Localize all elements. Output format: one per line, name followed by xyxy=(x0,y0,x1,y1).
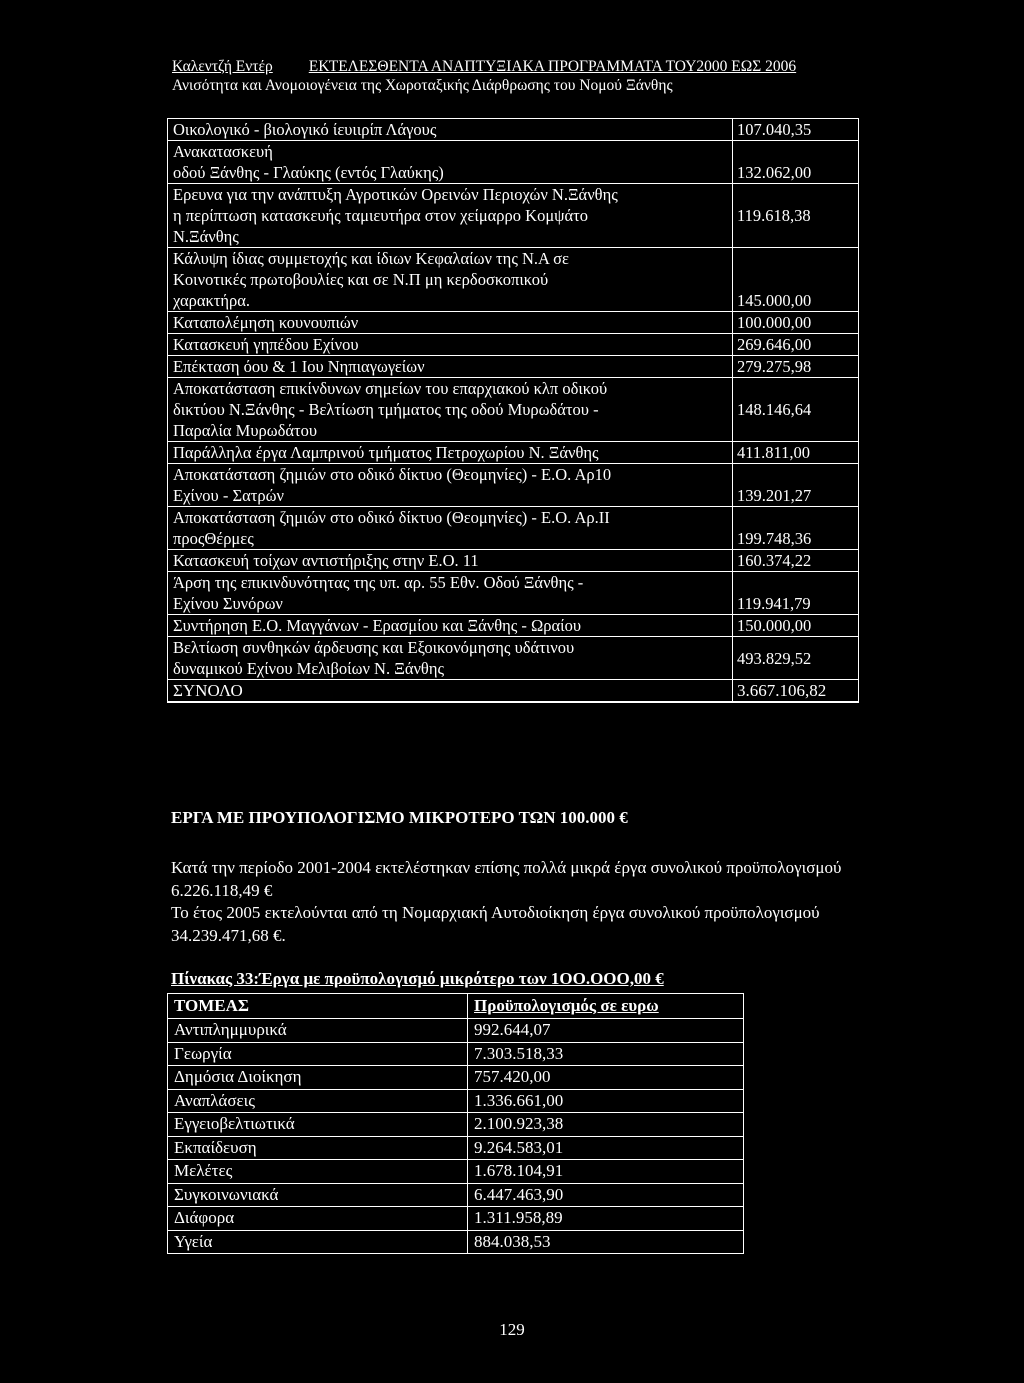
sector-budget: 9.264.583,01 xyxy=(468,1136,744,1160)
project-budget: 119.941,79 xyxy=(733,572,859,615)
table-row xyxy=(168,1136,744,1160)
table-row xyxy=(168,119,859,141)
sector-name: Διάφορα xyxy=(168,1207,468,1231)
project-name: Βελτίωση συνθηκών άρδευσης και Εξοικονόμησης υδάτινου δυναμικού Εχίνου Μελιβοίων Ν. Ξάνθης xyxy=(168,637,733,680)
table-header-row xyxy=(168,994,744,1019)
table-row xyxy=(168,1019,744,1043)
sector-budget: 7.303.518,33 xyxy=(468,1042,744,1066)
table-row xyxy=(168,184,859,248)
table-row xyxy=(168,356,859,378)
sector-name: Εκπαίδευση xyxy=(168,1136,468,1160)
table-row xyxy=(168,248,859,312)
project-budget: 107.040,35 xyxy=(733,119,859,141)
sector-name: Αναπλάσεις xyxy=(168,1089,468,1113)
project-budget: 269.646,00 xyxy=(733,334,859,356)
page-number: 129 xyxy=(499,1320,525,1339)
project-budget: 145.000,00 xyxy=(733,248,859,312)
table-row xyxy=(168,550,859,572)
project-name: Κάλυψη ίδιας συμμετοχής και ίδιων Κεφαλαίων της Ν.Α σε Κοινοτικές πρωτοβουλίες και σε Ν.Π μη κερδοσκοπικού χαρακτήρα. xyxy=(168,248,733,312)
sector-name: Εγγειοβελτιωτικά xyxy=(168,1113,468,1137)
sector-name: Συγκοινωνιακά xyxy=(168,1183,468,1207)
project-name: Αποκατάσταση ζημιών στο οδικό δίκτυο (Θεομηνίες) - Ε.Ο. Αρ.ΙΙ προςΘέρμες xyxy=(168,507,733,550)
sector-name: Αντιπλημμυρικά xyxy=(168,1019,468,1043)
table-row xyxy=(168,1207,744,1231)
table-row xyxy=(168,464,859,507)
table-row xyxy=(168,1113,744,1137)
project-name: Παράλληλα έργα Λαμπρινού τμήματος Πετροχωρίου Ν. Ξάνθης xyxy=(168,442,733,464)
total-label: ΣΥΝΟΛΟ xyxy=(168,680,733,703)
running-header-line2: Ανισότητα και Ανομοιογένεια της Χωροταξικής Διάρθρωσης του Νομού Ξάνθης xyxy=(172,77,673,94)
total-value: 3.667.106,82 xyxy=(733,680,859,703)
table-row xyxy=(168,637,859,680)
project-budget: 139.201,27 xyxy=(733,464,859,507)
project-budget: 119.618,38 xyxy=(733,184,859,248)
project-budget: 132.062,00 xyxy=(733,141,859,184)
sector-budget-table xyxy=(167,993,744,1254)
running-header-line1 xyxy=(172,57,796,76)
project-name: Κατασκευή γηπέδου Εχίνου xyxy=(168,334,733,356)
table-row xyxy=(168,378,859,442)
header-author: Καλεντζή Εντέρ xyxy=(172,58,273,75)
table-row xyxy=(168,442,859,464)
sector-budget: 1.678.104,91 xyxy=(468,1160,744,1184)
table-row xyxy=(168,615,859,637)
project-name: Αποκατάσταση ζημιών στο οδικό δίκτυο (Θεομηνίες) - Ε.Ο. Αρ10 Εχίνου - Σατρών xyxy=(168,464,733,507)
table-row xyxy=(168,1230,744,1254)
project-name: Αποκατάσταση επικίνδυνων σημείων του επαρχιακού κλπ οδικού δικτύου Ν.Ξάνθης - Βελτίωση τμήματος της οδού Μυρωδάτου - Παραλία Μυρωδάτου xyxy=(168,378,733,442)
project-budget: 150.000,00 xyxy=(733,615,859,637)
project-budget: 160.374,22 xyxy=(733,550,859,572)
project-budget: 100.000,00 xyxy=(733,312,859,334)
table-row xyxy=(168,1089,744,1113)
projects-table xyxy=(167,118,859,703)
project-name: Κατασκευή τοίχων αντιστήριξης στην Ε.Ο. 11 xyxy=(168,550,733,572)
sector-budget: 757.420,00 xyxy=(468,1066,744,1090)
section-heading: ΕΡΓΑ ΜΕ ΠΡΟΥΠΟΛΟΓΙΣΜΟ ΜΙΚΡΟΤΕΡΟ ΤΩΝ 100.000 € xyxy=(171,808,628,827)
sector-budget: 884.038,53 xyxy=(468,1230,744,1254)
table-row xyxy=(168,507,859,550)
table-row xyxy=(168,141,859,184)
sector-name: Υγεία xyxy=(168,1230,468,1254)
table-caption: Πίνακας 33:Έργα με προϋπολογισμό μικρότερο των 1ΟΟ.ΟΟΟ,00 € xyxy=(171,969,664,988)
summary-paragraphs xyxy=(171,857,871,947)
project-name: Ανακατασκευή οδού Ξάνθης - Γλαύκης (εντός Γλαύκης) xyxy=(168,141,733,184)
project-budget: 493.829,52 xyxy=(733,637,859,680)
project-name: Άρση της επικινδυνότητας της υπ. αρ. 55 Εθν. Οδού Ξάνθης - Εχίνου Συνόρων xyxy=(168,572,733,615)
table-row xyxy=(168,312,859,334)
paragraph-2005: Το έτος 2005 εκτελούνται από τη Νομαρχιακή Αυτοδιοίκηση έργα συνολικού προϋπολογισμού 34.239.471,68 €. xyxy=(171,903,820,945)
header-sector: ΤΟΜΕΑΣ xyxy=(168,994,468,1019)
sector-budget: 6.447.463,90 xyxy=(468,1183,744,1207)
project-budget: 279.275,98 xyxy=(733,356,859,378)
sector-budget: 1.311.958,89 xyxy=(468,1207,744,1231)
table-row xyxy=(168,1066,744,1090)
sector-budget: 1.336.661,00 xyxy=(468,1089,744,1113)
sector-name: Μελέτες xyxy=(168,1160,468,1184)
table-row xyxy=(168,1160,744,1184)
paragraph-2001-2004: Κατά την περίοδο 2001-2004 εκτελέστηκαν επίσης πολλά μικρά έργα συνολικού προϋπολογισμού 6.226.118,49 € xyxy=(171,858,842,900)
project-budget: 148.146,64 xyxy=(733,378,859,442)
sector-name: Δημόσια Διοίκηση xyxy=(168,1066,468,1090)
sector-name: Γεωργία xyxy=(168,1042,468,1066)
project-name: Επέκταση όου & 1 Ιου Νηπιαγωγείων xyxy=(168,356,733,378)
table-row xyxy=(168,1042,744,1066)
total-row xyxy=(168,680,859,703)
table-row xyxy=(168,334,859,356)
sector-budget: 992.644,07 xyxy=(468,1019,744,1043)
table-row xyxy=(168,572,859,615)
project-name: Καταπολέμηση κουνουπιών xyxy=(168,312,733,334)
project-name: Συντήρηση Ε.Ο. Μαγγάνων - Ερασμίου και Ξάνθης - Ωραίου xyxy=(168,615,733,637)
project-name: Ερευνα για την ανάπτυξη Αγροτικών Ορεινών Περιοχών Ν.Ξάνθης η περίπτωση κατασκευής ταμιευτήρα στον χείμαρρο Κομψάτο Ν.Ξάνθης xyxy=(168,184,733,248)
project-budget: 411.811,00 xyxy=(733,442,859,464)
header-budget: Προϋπολογισμός σε ευρω xyxy=(468,994,744,1019)
table-row xyxy=(168,1183,744,1207)
sector-budget: 2.100.923,38 xyxy=(468,1113,744,1137)
project-budget: 199.748,36 xyxy=(733,507,859,550)
project-name: Οικολογικό - βιολογικό ίευιιρίπ Λάγους xyxy=(168,119,733,141)
header-title: ΕΚΤΕΛΕΣΘΕΝΤΑ ΑΝΑΠΤΥΞΙΑΚΑ ΠΡΟΓΡΑΜΜΑΤΑ ΤΟΥ2000 ΕΩΣ 2006 xyxy=(308,58,797,75)
